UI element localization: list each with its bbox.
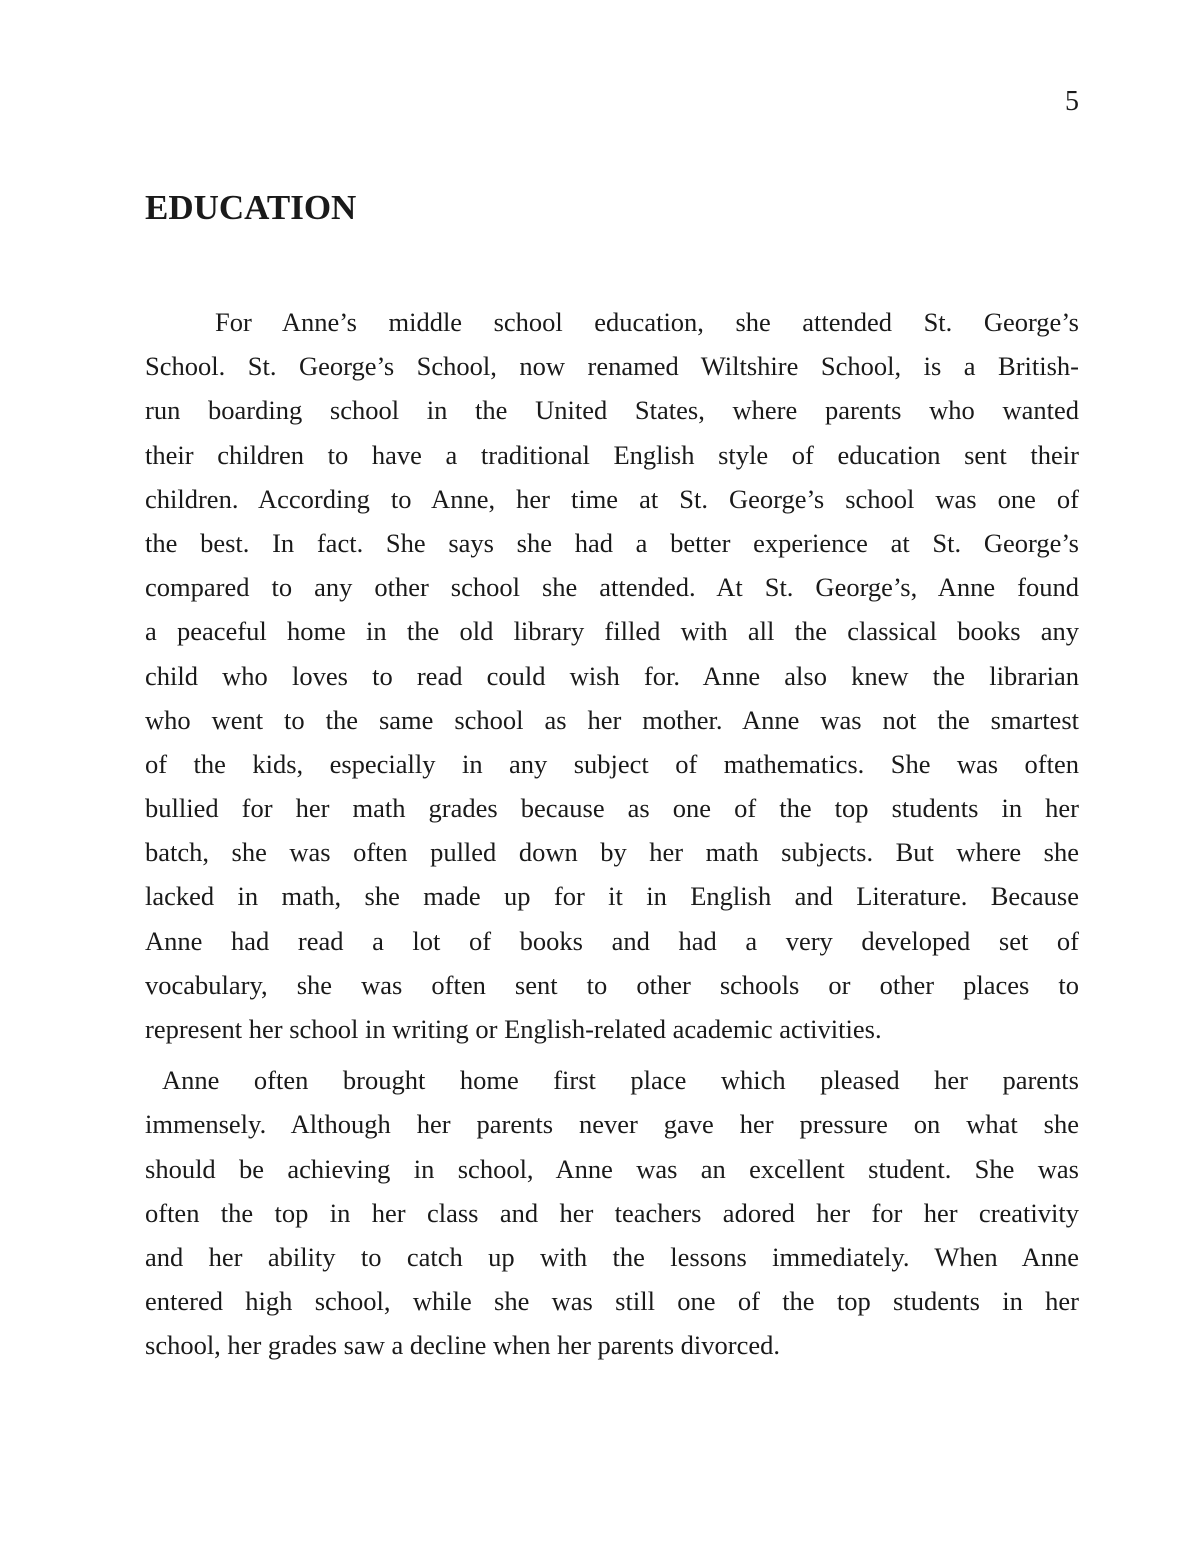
text-line: lacked in math, she made up for it in English and Literature. Because	[145, 881, 1079, 912]
section-heading: EDUCATION	[145, 188, 357, 227]
text-line: who went to the same school as her mother. Anne was not the smartest	[145, 704, 1079, 735]
body-text	[145, 300, 1079, 1368]
text-line: School. St. George’s School, now renamed Wiltshire School, is a British-	[145, 351, 1079, 382]
text-line: run boarding school in the United States, where parents who wanted	[145, 395, 1079, 426]
text-line: of the kids, especially in any subject of mathematics. She was often	[145, 748, 1079, 779]
text-line: should be achieving in school, Anne was an excellent student. She was	[145, 1153, 1079, 1184]
text-line: Anne often brought home first place which pleased her parents	[162, 1065, 1079, 1096]
text-line: a peaceful home in the old library filled with all the classical books any	[145, 616, 1079, 647]
text-line: vocabulary, she was often sent to other schools or other places to	[145, 969, 1079, 1000]
text-line: Anne had read a lot of books and had a very developed set of	[145, 925, 1079, 956]
text-line: often the top in her class and her teachers adored her for her creativity	[145, 1197, 1079, 1228]
text-line: children. According to Anne, her time at St. George’s school was one of	[145, 483, 1079, 514]
text-line: entered high school, while she was still one of the top students in her	[145, 1286, 1079, 1317]
paragraph	[145, 1058, 1079, 1367]
page-number: 5	[1065, 86, 1079, 117]
text-line: batch, she was often pulled down by her math subjects. But where she	[145, 837, 1079, 868]
text-line: and her ability to catch up with the lessons immediately. When Anne	[145, 1241, 1079, 1272]
text-line: the best. In fact. She says she had a better experience at St. George’s	[145, 527, 1079, 558]
text-line: school, her grades saw a decline when her parents divorced.	[145, 1330, 781, 1361]
text-line: represent her school in writing or English-related academic activities.	[145, 1014, 882, 1044]
text-line: compared to any other school she attended. At St. George’s, Anne found	[145, 572, 1079, 603]
paragraph	[145, 300, 1079, 1051]
text-line: For Anne’s middle school education, she attended St. George’s	[215, 307, 1079, 337]
text-line: child who loves to read could wish for. Anne also knew the librarian	[145, 660, 1079, 691]
text-line: bullied for her math grades because as one of the top students in her	[145, 793, 1079, 824]
text-line: their children to have a traditional English style of education sent their	[145, 439, 1079, 470]
text-line: immensely. Although her parents never gave her pressure on what she	[145, 1109, 1079, 1140]
